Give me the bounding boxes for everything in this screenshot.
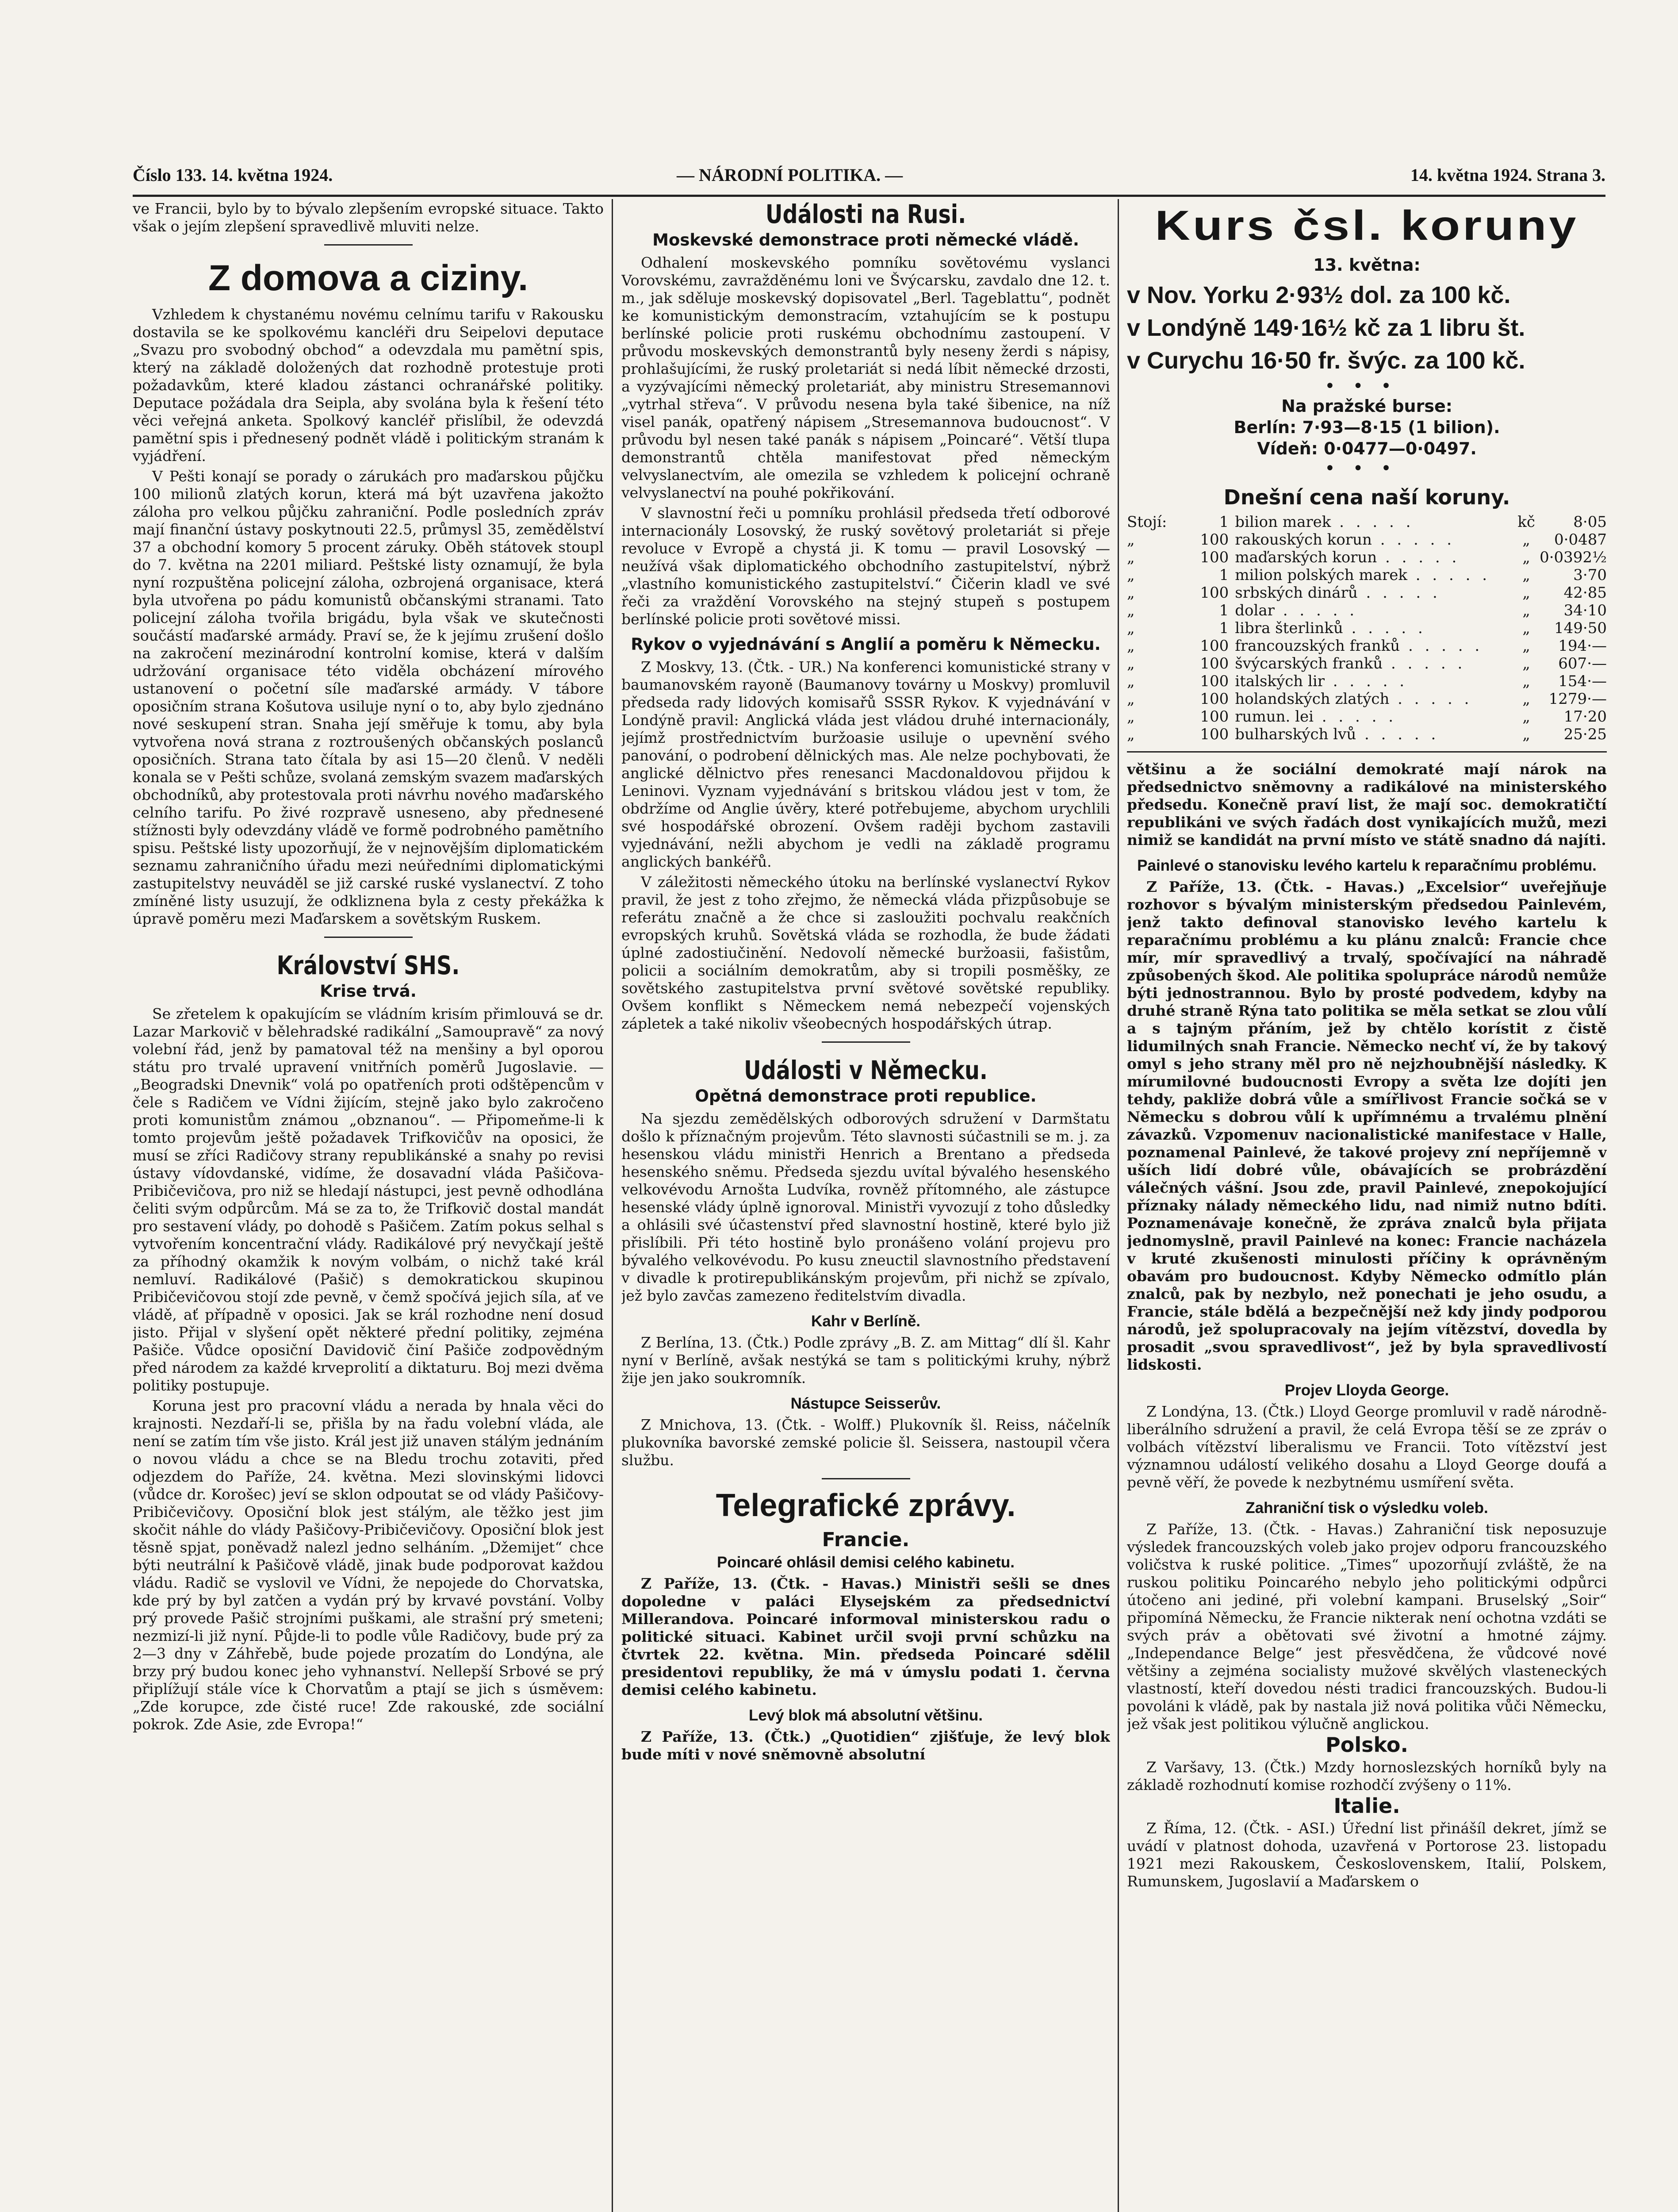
rates-row-unit: kč bbox=[1517, 513, 1535, 531]
article-headline: Království SHS. bbox=[276, 950, 460, 980]
rates-row-currency: bulharských lvů . . . . . bbox=[1235, 726, 1440, 743]
rates-row-currency: rumun. lei . . . . . bbox=[1235, 708, 1397, 726]
article-headline: Události v Německu. bbox=[744, 1055, 988, 1085]
rates-row-amount: 1 bbox=[1219, 513, 1229, 531]
article-paragraph: ve Francii, bylo by to bývalo zlepšením evropské situace. Takto však o jejím zlepšení spravedlivě mluviti nelze. bbox=[133, 200, 604, 235]
rates-row-prefix: „ bbox=[1127, 602, 1135, 619]
article-subheadline: Painlevé o stanovisku levého kartelu k reparačnímu problému. bbox=[1137, 857, 1597, 874]
rates-row-value: 17·20 bbox=[1563, 708, 1607, 726]
rates-row-prefix: „ bbox=[1127, 655, 1135, 672]
rates-row-amount: 100 bbox=[1200, 531, 1229, 549]
exchange-rate-line: v Londýně 149·16½ kč za 1 libru št. bbox=[1127, 315, 1525, 341]
article-paragraph: V slavnostní řeči u pomníku prohlásil předseda třetí odborové internacionály Losovský, že ruský sovětový proletariát si přeje revoluce v Evropě a chystá ji. K tomu — pravil Losovský — neužívá však diplomatického obchodního zastupitelství, nýbrž „vlastního komunistického zastupitelství.“ Čičerin kladl ve své řeči za vraždění Vorovského na stejný stupeň s postupem berlínské policie proti sovětové missi. bbox=[621, 504, 1110, 628]
column-middle bbox=[621, 200, 1110, 2212]
rates-row-currency: italských lir . . . . . bbox=[1235, 672, 1408, 690]
rates-row-currency: švýcarských franků . . . . . bbox=[1235, 655, 1466, 672]
leader-dots: . . . . . bbox=[1313, 708, 1397, 726]
rates-row-unit: „ bbox=[1522, 602, 1530, 619]
header-issue: Číslo 133. 14. května 1924. bbox=[133, 165, 333, 185]
exchange-rate-line: v Nov. Yorku 2·93½ dol. za 100 kč. bbox=[1127, 282, 1511, 308]
rates-table-title: Dnešní cena naší koruny. bbox=[1223, 485, 1510, 509]
article-subheadline: Levý blok má absolutní většinu. bbox=[748, 1707, 983, 1724]
rates-row-unit: „ bbox=[1522, 584, 1530, 602]
article-subheadline: Projev Lloyda George. bbox=[1284, 1382, 1449, 1399]
rates-row-amount: 100 bbox=[1200, 584, 1229, 602]
rates-row-prefix: „ bbox=[1127, 549, 1135, 566]
rates-row bbox=[1127, 708, 1607, 726]
country-heading: Francie. bbox=[822, 1528, 910, 1551]
article-paragraph: Z Varšavy, 13. (Čtk.) Mzdy hornoslezských horníků byly na základě rozhodnutí komise rozhodčí zvýšeny o 11%. bbox=[1127, 1759, 1607, 1793]
rates-row-currency: holandských zlatých . . . . . bbox=[1235, 690, 1473, 708]
rates-row bbox=[1127, 549, 1607, 566]
rates-row-amount: 100 bbox=[1200, 726, 1229, 743]
separator-rule bbox=[324, 937, 413, 938]
article-paragraph: Koruna jest pro pracovní vládu a nerada by hnala věci do krajnosti. Nezdaří-li se, přišla by na řadu volební vláda, ale není se zatím tím vše jisto. Král jest již unaven stálým jednáním o novou vládu a chce se na Bledu trochu zotaviti, před odjezdem do Paříže, 24. května. Mezi slovinskými lidovci (vůdce dr. Korošec) jeví se sklon odpoutat se od vlády Pašičovy-Pribičevičovy. Oposiční blok jest stálým, ale těžko jest jim skočit náhle do vlády Pašičovy-Pribičevičovy. Oposiční blok jest těsně spjat, poněvadž nalezl jedno selháním. „Džemijet“ chce býti neutrální k Pašičově vládě, jinak bude podporovat každou vládu. Radič se vyslovil ve Vídni, že nepojede do Chorvatska, kde prý by byl zatčen a vydán prý by krvavé povstání. Volby prý provede Pašič strojními puškami, ale strašní prý smeteni; nezmizí-li již nyní. Půjde-li to podle vůle Radičovy, bude prý za 2—3 dny v Záhřebě, bude pojede prozatím do Londýna, ale brzy prý budou konec jeho vyhnanství. Nellepší Srbové se prý připlížují stále více k Chorvatům a ptají se jich s úsměvem: „Zde korupce, zde čisté ruce! Zde rakouské, zde sociální pokrok. Zde Asie, zde Evropa!“ bbox=[133, 1397, 604, 1733]
article-subheadline: Opětná demonstrace proti republice. bbox=[695, 1087, 1037, 1106]
rates-row-unit: „ bbox=[1522, 672, 1530, 690]
column-divider bbox=[1118, 199, 1119, 2212]
leader-dots: . . . . . bbox=[1377, 549, 1460, 566]
article-subheadline: Rykov o vyjednávání s Anglií a poměru k Německu. bbox=[631, 635, 1101, 654]
header-masthead: — NÁRODNÍ POLITIKA. — bbox=[677, 165, 903, 185]
header-rule bbox=[133, 195, 1605, 197]
separator-rule bbox=[1127, 751, 1607, 753]
rates-row-prefix: „ bbox=[1127, 531, 1135, 549]
rates-row-unit: „ bbox=[1522, 637, 1530, 655]
column-right bbox=[1127, 200, 1607, 2212]
rates-row-prefix: „ bbox=[1127, 619, 1135, 637]
rates-row-prefix: „ bbox=[1127, 584, 1135, 602]
rates-row-unit: „ bbox=[1522, 566, 1530, 584]
rates-row-value: 3·70 bbox=[1573, 566, 1607, 584]
article-subheadline: Poincaré ohlásil demisi celého kabinetu. bbox=[717, 1554, 1015, 1571]
rates-row-value: 0·0392½ bbox=[1540, 549, 1607, 566]
rates-row-prefix: Stojí: bbox=[1127, 513, 1167, 531]
article-paragraph: Z Mnichova, 13. (Čtk. - Wolff.) Plukovník šl. Reiss, náčelník plukovníka bavorské zemské policie šl. Seissera, nastoupil včera službu. bbox=[621, 1416, 1110, 1469]
rates-row-unit: „ bbox=[1522, 708, 1530, 726]
rates-row-value: 607·— bbox=[1558, 655, 1607, 672]
rates-row bbox=[1127, 566, 1607, 584]
article-paragraph: Z Paříže, 13. (Čtk.) „Quotidien“ zjišťuje, že levý blok bude míti v nové sněmovně absolutní bbox=[621, 1728, 1110, 1763]
burse-viden: Vídeň: 0·0477—0·0497. bbox=[1257, 439, 1477, 458]
rates-row-currency: bilion marek . . . . . bbox=[1235, 513, 1414, 531]
rates-row-amount: 1 bbox=[1219, 619, 1229, 637]
article-subheadline: Kahr v Berlíně. bbox=[811, 1313, 921, 1330]
separator-rule bbox=[822, 1041, 910, 1043]
article-paragraph: Vzhledem k chystanému novému celnímu tarifu v Rakousku dostavila se ke spolkovému kancléři dru Seipelovi deputace „Svazu pro svobodný obchod“ a odevzdala mu pamětní spis, který na základě doložených dat rozhodně protestuje proti požadavkům, které kladou zástanci ochranářské politiky. Deputace požádala dra Seipla, aby svolána byla k řešení této věci veřejná anketa. Spolkový kancléř přislíbil, že odevzdá pamětní spis i přednesený podnět vládě i politickým stranám k vyjádření. bbox=[133, 306, 604, 465]
separator-rule bbox=[822, 1478, 910, 1479]
leader-dots: . . . . . bbox=[1407, 566, 1491, 584]
leader-dots: . . . . . bbox=[1356, 726, 1440, 743]
rates-row-value: 25·25 bbox=[1563, 726, 1607, 743]
article-paragraph: Z Berlína, 13. (Čtk.) Podle zprávy „B. Z. am Mittag“ dlí šl. Kahr nyní v Berlíně, avšak nestýká se tam s politickými kruhy, nýbrž žije jen jako soukromník. bbox=[621, 1334, 1110, 1386]
article-subheadline: Moskevské demonstrace proti německé vládě. bbox=[652, 230, 1079, 250]
article-paragraph: Z Paříže, 13. (Čtk. - Havas.) Ministři sešli se dnes dopoledne v paláci Elysejském za předsednictví Millerandova. Poincaré informoval ministerskou radu o politické situaci. Kabinet určil svoji první schůzku na čtvrtek 22. května. Min. předseda Poincaré sdělil presidentovi republiky, že má v úmyslu podati 1. června demisi celého kabinetu. bbox=[621, 1575, 1110, 1698]
rates-row-prefix: „ bbox=[1127, 708, 1135, 726]
rates-row-currency: francouzských franků . . . . . bbox=[1235, 637, 1483, 655]
column-divider bbox=[612, 199, 613, 2212]
rates-row bbox=[1127, 672, 1607, 690]
article-paragraph: většinu a že sociální demokraté mají nárok na předsednictvo sněmovny a radikálové na ministerského předsedu. Konečně praví list, že mají soc. demokratičtí republikáni ve svých řadách dost vynikajících mužů, mezi nimiž se kandidát na první místo ve státě snadno dá najíti. bbox=[1127, 760, 1607, 849]
rates-row-prefix: „ bbox=[1127, 637, 1135, 655]
rates-row bbox=[1127, 513, 1607, 531]
rates-row-unit: „ bbox=[1522, 619, 1530, 637]
rates-row bbox=[1127, 619, 1607, 637]
burse-title: Na pražské burse: bbox=[1281, 396, 1452, 416]
article-paragraph: Z Říma, 12. (Čtk. - ASI.) Úřední list přinášíl dekret, jímž se uvádí v platnost dohoda, uzavřená v Portorose 23. listopadu 1921 mezi Rakouskem, Československem, Italií, Polskem, Rumunskem, Jugoslavií a Maďarskem o bbox=[1127, 1820, 1607, 1890]
rates-row bbox=[1127, 637, 1607, 655]
running-header bbox=[133, 165, 1605, 193]
header-page-number: 14. května 1924. Strana 3. bbox=[1410, 165, 1605, 185]
exchange-rate-line: v Curychu 16·50 fr. švýc. za 100 kč. bbox=[1127, 347, 1525, 374]
rates-row-amount: 1 bbox=[1219, 602, 1229, 619]
article-headline: Události na Rusi. bbox=[765, 200, 966, 229]
rates-row-amount: 100 bbox=[1200, 690, 1229, 708]
leader-dots: . . . . . bbox=[1357, 584, 1441, 602]
rates-row-value: 42·85 bbox=[1563, 584, 1607, 602]
ornament-dots: ••• bbox=[1325, 376, 1409, 396]
article-paragraph: Na sjezdu zemědělských odborových sdružení v Darmštatu došlo k příznačným projevům. Této slavnosti súčastnili se m. j. za hesenskou vládu ministři Henrich a Brentano a předseda hesenského sněmu. Předseda sjezdu uvítal bývalého hesenského velkovévodu Arnošta Ludvíka, rovněž přítomného, ale zástupce hesenské vlády úplně ignoroval. Ministři vyvozují z toho důsledky a ohlásili své účastenství před slavnostní hostině, které bylo již přislíbili. Při této hostině bylo pronášeno volání projevu pro bývalého velkovévodu. Po kusu zneuctil slavnostního představení v divadle k protirepublikánským projevům, při nichž se zpívalo, jež bylo zavčas zamezeno ředitelstvím divadla. bbox=[621, 1110, 1110, 1304]
rates-row-prefix: „ bbox=[1127, 690, 1135, 708]
rates-row-prefix: „ bbox=[1127, 672, 1135, 690]
leader-dots: . . . . . bbox=[1343, 619, 1426, 637]
rates-row-amount: 100 bbox=[1200, 672, 1229, 690]
article-subheadline: Nástupce Seisserův. bbox=[790, 1395, 941, 1412]
rates-row-unit: „ bbox=[1522, 549, 1530, 566]
separator-rule bbox=[324, 244, 413, 246]
rates-table bbox=[1127, 513, 1607, 743]
leader-dots: . . . . . bbox=[1372, 531, 1455, 549]
rates-row-value: 149·50 bbox=[1554, 619, 1607, 637]
rates-row-value: 154·— bbox=[1558, 672, 1607, 690]
rates-row-value: 8·05 bbox=[1573, 513, 1607, 531]
article-paragraph: Z Londýna, 13. (Čtk.) Lloyd George promluvil v radě národně-liberálního sdružení a pravil, že celá Evropa těší se ze zpráv o volbách vítězství liberalismu ve Francii. Toto vítězství jest významnou událostí velikého dosahu a Lloyd George doufá a pevně věří, že povede k nezbytnému usmíření světa. bbox=[1127, 1403, 1607, 1491]
leader-dots: . . . . . bbox=[1325, 672, 1408, 690]
article-paragraph: Odhalení moskevského pomníku sovětovému vyslanci Vorovskému, zavražděnému loni ve Švýcarsku, zavdalo dne 12. t. m., jak sděluje moskevský dopisovatel „Berl. Tageblattu“, podnět ke komunistickým demonstracím, vztahujícím se k postupu berlínské policie proti ruskému obchodnímu zastoupení. V průvodu moskevských demonstrantů byly neseny žerdi s nápisy, prohlašujícími, že ruský proletariát si nedá líbit německé drzosti, a vyzývajícími německý proletariát, aby ministru Stresemannovi „vytrhal střeva“. V průvodu nesena byla také šibenice, na níž visel panák, opatřený nápisem „Stresemannova budoucnost“. V průvodu byl nesen také panák s nápisem „Poincaré“. Větší tlupa demonstrantů chtěla manifestovat před německým velvyslanectvím, ale omezila se vzhledem k policejní ochraně velvyslanectví na pouhé pokřikování. bbox=[621, 254, 1110, 501]
rates-row-prefix: „ bbox=[1127, 566, 1135, 584]
article-paragraph: Z Moskvy, 13. (Čtk. - UR.) Na konferenci komunistické strany v baumanovském rayoně (Baumanovy továrny u Moskvy) promluvil předseda rady lidových komisařů SSSR Rykov. K vyjednávání v Londýně pravil: Anglická vláda jest vládou druhé internacionály, jejímž prostřednictvím buržoasie usiluje o upevnění svého panování, o podrobení dělnických mas. Ale nelze pochybovati, že anglické dělnictvo přes renesanci Macdonaldovou přijdou k Leninovi. Vyznam vyjednávání s britskou vládou jest v tom, že obdržíme od Anglie úvěry, které potřebujeme, abychom urychlili své hospodářské obrození. Ovšem raději bychom zastavili vyjednávání, nežli abychom je vedli na základě programu anglických bankéřů. bbox=[621, 658, 1110, 870]
rates-row-unit: „ bbox=[1522, 726, 1530, 743]
rates-row bbox=[1127, 726, 1607, 743]
rates-row-amount: 1 bbox=[1219, 566, 1229, 584]
leader-dots: . . . . . bbox=[1383, 655, 1466, 672]
rates-row-value: 0·0487 bbox=[1554, 531, 1607, 549]
leader-dots: . . . . . bbox=[1274, 602, 1358, 619]
rates-row bbox=[1127, 602, 1607, 619]
rates-row-currency: maďarských korun . . . . . bbox=[1235, 549, 1460, 566]
rates-row-prefix: „ bbox=[1127, 726, 1135, 743]
rates-row-value: 194·— bbox=[1558, 637, 1607, 655]
rates-row-value: 34·10 bbox=[1563, 602, 1607, 619]
ornament-dots: ••• bbox=[1325, 458, 1409, 479]
rates-row-amount: 100 bbox=[1200, 637, 1229, 655]
column-left bbox=[133, 200, 604, 2212]
rates-row-amount: 100 bbox=[1200, 708, 1229, 726]
article-paragraph: Z Paříže, 13. (Čtk. - Havas.) „Excelsior“ uveřejňuje rozhovor s bývalým ministerským předsedou Painlevém, jenž takto definoval stanovisko levého kartelu k reparačnímu problému a ku plánu znalců: Francie chce mír, mír spravedlivý a trvalý, spočívající na náhradě způsobených škod. Ale politika spolupráce národů nemůže býti jednostrannou. Bylo by prosté podvedem, kdyby na druhé straně Rýna tato politika se měla setkat se zlou vůlí a s tajným přáním, jež by chtělo korístit z čistě lidumilných snah Francie. Německo nechť ví, že by takový omyl s jeho strany měl pro ně nejzhoubnější následky. K mírumilovné budoucnosti Evropy a světa lze dojíti jen tehdy, pakliže dobrá vůle a smířlivost Francie sočká se v Německu s dobrou vůlí k upřímnému a trvalému plnění závazků. Vzpomenuv nacionalistické manifestace v Halle, poznamenal Painlevé, že takové projevy zní nepříjemně v uších lidí dobré vůle, obávajících se probrázdění válečných vášní. Jsou zde, pravil Painlevé, znepokojující příznaky nálady německého lidu, nad nimiž nutno bdíti. Poznamenávaje konečně, že zpráva znalců byla přijata jednomyslně, pravil Painlevé na konec: Francie nacházela v kruté zkušenosti minulosti příčiny k oprávněným obavám pro budoucnost. Kdyby Německo odmítlo plán znalců, pak by nezbylo, než ponechati je jeho osudu, a Francie, stále bdělá a bezpečnější než kdy jindy podporou národů, jež spolupracovaly na jejím vítězství, dovedla by prosadit „svou spravedlivost“, jež by byla spravedlivostí lidskosti. bbox=[1127, 878, 1607, 1373]
section-heading: Z domova a ciziny. bbox=[208, 258, 528, 298]
rates-row-unit: „ bbox=[1522, 531, 1530, 549]
leader-dots: . . . . . bbox=[1400, 637, 1483, 655]
rates-row-unit: „ bbox=[1522, 655, 1530, 672]
rates-row-currency: dolar . . . . . bbox=[1235, 602, 1358, 619]
article-paragraph: Z Paříže, 13. (Čtk. - Havas.) Zahraniční tisk neposuzuje výsledek francouzských voleb jako projev odporu francouzského voličstva k ruské politice. „Times“ upozorňují zvláště, že na ruskou politiku Poincarého nebylo jeho politickými odpůrci útočeno ani jediné, při volební kampani. Bruselský „Soir“ připomíná Německu, že Francie nikterak není ochotna vzdáti se svých práv a obětovati své životní a hmotné zájmy. „Independance Belge“ jest přesvědčena, že vůdcové nové většiny a zejména socialisty mužové skvělých vlasteneckých vlastností, kteří dovedou nésti tradici francouzských. Budou-li povoláni k vládě, pak by nastala již nová politika vůči Německu, jež však jest politikou výlučně anglickou. bbox=[1127, 1521, 1607, 1732]
article-paragraph: V Pešti konají se porady o zárukách pro maďarskou půjčku 100 milionů zlatých korun, která má být uzavřena jakožto záloha pro velkou půjčku zahraniční. Podle posledních zpráv mají finanční ústavy poskytnouti 22.5, průmysl 35, zemědělství 37 a obchodní komory 5 procent záruky. Oběh státovek stoupl do 7. května na 2201 miliard. Peštské listy oznamují, že byla nyní rozpuštěna policejní záloha, ozbrojená organisace, která byla utvořena po pádu komunistů občanskými stranami. Tato policejní záloha tvořila brigádu, byla však ve skutečnosti součástí maďarské armády. Praví se, že k jejímu zrušení došlo na zakročení mezinárodní kontrolní komise, která v dalším udržování organisace této viděla obcházení mírového ustanovení o početní síle maďarské armády. V tábore oposičním strana Košutova usiluje nyní o to, aby bylo zjednáno nové seskupení stran. Snaha její směřuje k tomu, aby byla vytvořena nová strana z roztroušených občanských poslanců oposičních. Strana tato čítala by asi 15—20 členů. V neděli konala se v Pešti schůze, svolaná zemským svazem maďarských obchodníků, aby protestovala proti návrhu nového maďarského celního tarifu. Po živé rozpravě usneseno, aby přednesené stížnosti byly odevzdány vládě ve formě podrobného pamětního spisu. Peštské listy upozorňují, že v nejnovějším diplomatickém seznamu zahraničního úřadu mezi neúředními diplomatickými zastupitelstvy neuváděl se již carské ruské vyslanectví. Z toho zmíněné listy usuzují, že odkliznena byla z cesty překážka k úpravě poměru mezi Maďarskem a sovětským Ruskem. bbox=[133, 468, 604, 927]
leader-dots: . . . . . bbox=[1331, 513, 1414, 531]
rates-row-currency: libra šterlinků . . . . . bbox=[1235, 619, 1426, 637]
rates-row-currency: srbských dinárů . . . . . bbox=[1235, 584, 1441, 602]
country-heading: Polsko. bbox=[1326, 1733, 1408, 1757]
rates-row-unit: „ bbox=[1522, 690, 1530, 708]
rates-row bbox=[1127, 531, 1607, 549]
rates-row-amount: 100 bbox=[1200, 655, 1229, 672]
article-subheadline: Krise trvá. bbox=[320, 982, 417, 1001]
burse-berlin: Berlín: 7·93—8·15 (1 bilion). bbox=[1234, 418, 1500, 437]
rates-row bbox=[1127, 690, 1607, 708]
article-paragraph: V záležitosti německého útoku na berlínské vyslanectví Rykov pravil, že jest z toho zřejmo, že německá vláda přizpůsobuje se referátu značně a že chce si zasloužiti pochvalu reakčních evropských kruhů. Sovětská vláda se rozhodla, že bude žádati úplné zadostiučinění. Nedovolí německé buržoasii, fašistům, policii a sociálním demokratům, aby si tropili posměšky, ze sovětského zastupitelstva první světové sovětské republiky. Ovšem konflikt s Německem nemá nebezpečí vojenských zápletek a také nikoliv všeobecných hospodářských útrap. bbox=[621, 873, 1110, 1032]
rates-row-value: 1279·— bbox=[1548, 690, 1607, 708]
article-paragraph: Se zřetelem k opakujícím se vládním krisím přimlouvá se dr. Lazar Markovič v bělehradské radikální „Samoupravě“ za nový volební řád, jenž by pamatoval též na menšiny a byl oporou státu pro trvalé upravení vnitřních poměrů Jugoslavie. — „Beogradski Dnevnik“ volá po opatřeních proti odštěpencům v čele s Radičem ve Vídni žijícím, stejně jako bylo zakročeno proti komunistům známou „obznanou“. — Připomeňme-li k tomto projevům ještě požadavek Trifkovičův na oposici, že musí se zříci Radičovy strany republikánské a snahy po revisi ústavy vídovdanské, vidíme, že dosavadní vláda Pašičova-Pribičevičova, pro niž se hledají nástupci, jest pevně odhodlána čeliti svým odpůrcům. Má se za to, že Trifkovič dostal mandát pro sestavení vlády, po dohodě s Pašičem. Zatím pokus selhal s vytvořením koncentrační vlády. Radikálové prý nevyčkají ještě za příhodný okamžik k novým volbám, o nichž také král nemluví. Radikálové (Pašič) s demokratickou skupinou Pribičevičovou stojí zde pevně, v čemž spočívá jejich síla, ať ve vládě, ať případně v oposici. Jak se král rozhodne není dosud jisto. Přijal v slyšení opět některé přední politiky, zejména Pašiče. Vůdce oposiční Davidovič činí Pašiče zodpovědným před národem za každé krveprolití a diktaturu. Boj mezi dvěma politiky postupuje. bbox=[133, 1005, 604, 1394]
leader-dots: . . . . . bbox=[1389, 690, 1473, 708]
section-heading: Telegrafické zprávy. bbox=[716, 1488, 1016, 1523]
country-heading: Italie. bbox=[1333, 1794, 1400, 1818]
exchange-rates-title: Kurs čsl. koruny bbox=[1155, 202, 1579, 249]
rates-row-currency: milion polských marek . . . . . bbox=[1235, 566, 1491, 584]
rates-row-amount: 100 bbox=[1200, 549, 1229, 566]
exchange-rates-date: 13. května: bbox=[1313, 255, 1421, 275]
rates-row bbox=[1127, 655, 1607, 672]
article-subheadline: Zahraniční tisk o výsledku voleb. bbox=[1245, 1499, 1488, 1517]
rates-row bbox=[1127, 584, 1607, 602]
rates-row-currency: rakouských korun . . . . . bbox=[1235, 531, 1455, 549]
